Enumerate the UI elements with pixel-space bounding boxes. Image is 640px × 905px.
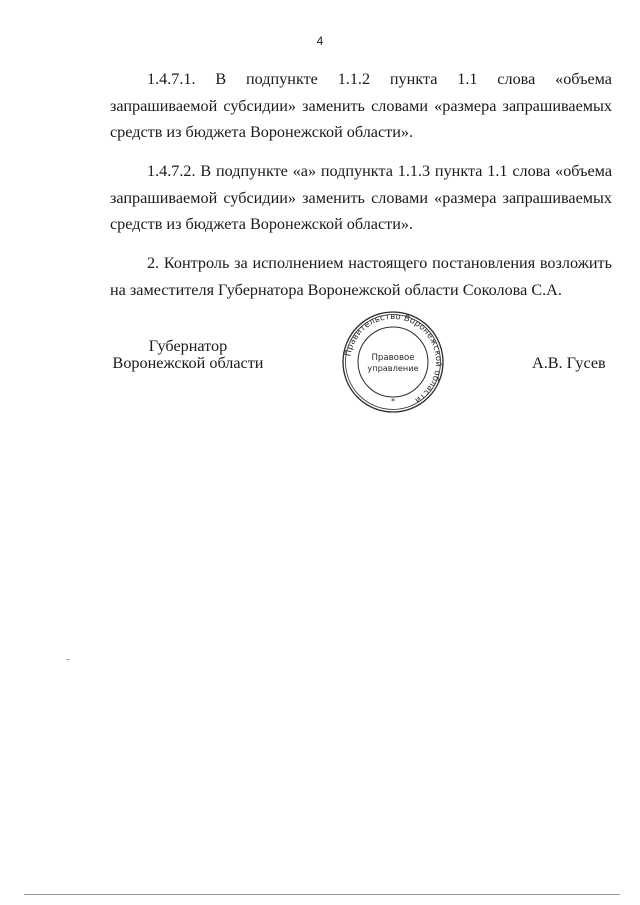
signatory-name: А.В. Гусев	[532, 354, 606, 372]
svg-text:Правовое: Правовое	[371, 353, 415, 363]
signatory-title-line-2: Воронежской области	[112, 354, 264, 372]
paragraph-2: 2. Контроль за исполнением настоящего постановления возложить на заместителя Губернатора Воронежской области Соколова С.А.	[110, 254, 612, 299]
bottom-rule	[24, 894, 620, 895]
official-seal	[341, 310, 445, 414]
margin-mark	[66, 659, 70, 660]
paragraph-1-4-7-2: 1.4.7.2. В подпункте «а» подпункта 1.1.3 пункта 1.1 слова «объема запрашиваемой субсидии» заменить словами «размера запрашиваемых средств из бюджета Воронежской области».	[110, 162, 612, 233]
svg-text:управление: управление	[367, 363, 419, 373]
svg-text:*: *	[391, 397, 395, 406]
document-body	[110, 66, 612, 303]
signatory-title-line-1: Губернатор	[148, 337, 228, 355]
page-number: 4	[316, 34, 324, 48]
svg-text:Правительство Воронежской обла: Правительство Воронежской области	[342, 310, 445, 407]
signatory-title	[108, 338, 268, 372]
paragraph-1-4-7-1: 1.4.7.1. В подпункте 1.1.2 пункта 1.1 слова «объема запрашиваемой субсидии» заменить словами «размера запрашиваемых средств из бюджета Воронежской области».	[110, 70, 612, 141]
